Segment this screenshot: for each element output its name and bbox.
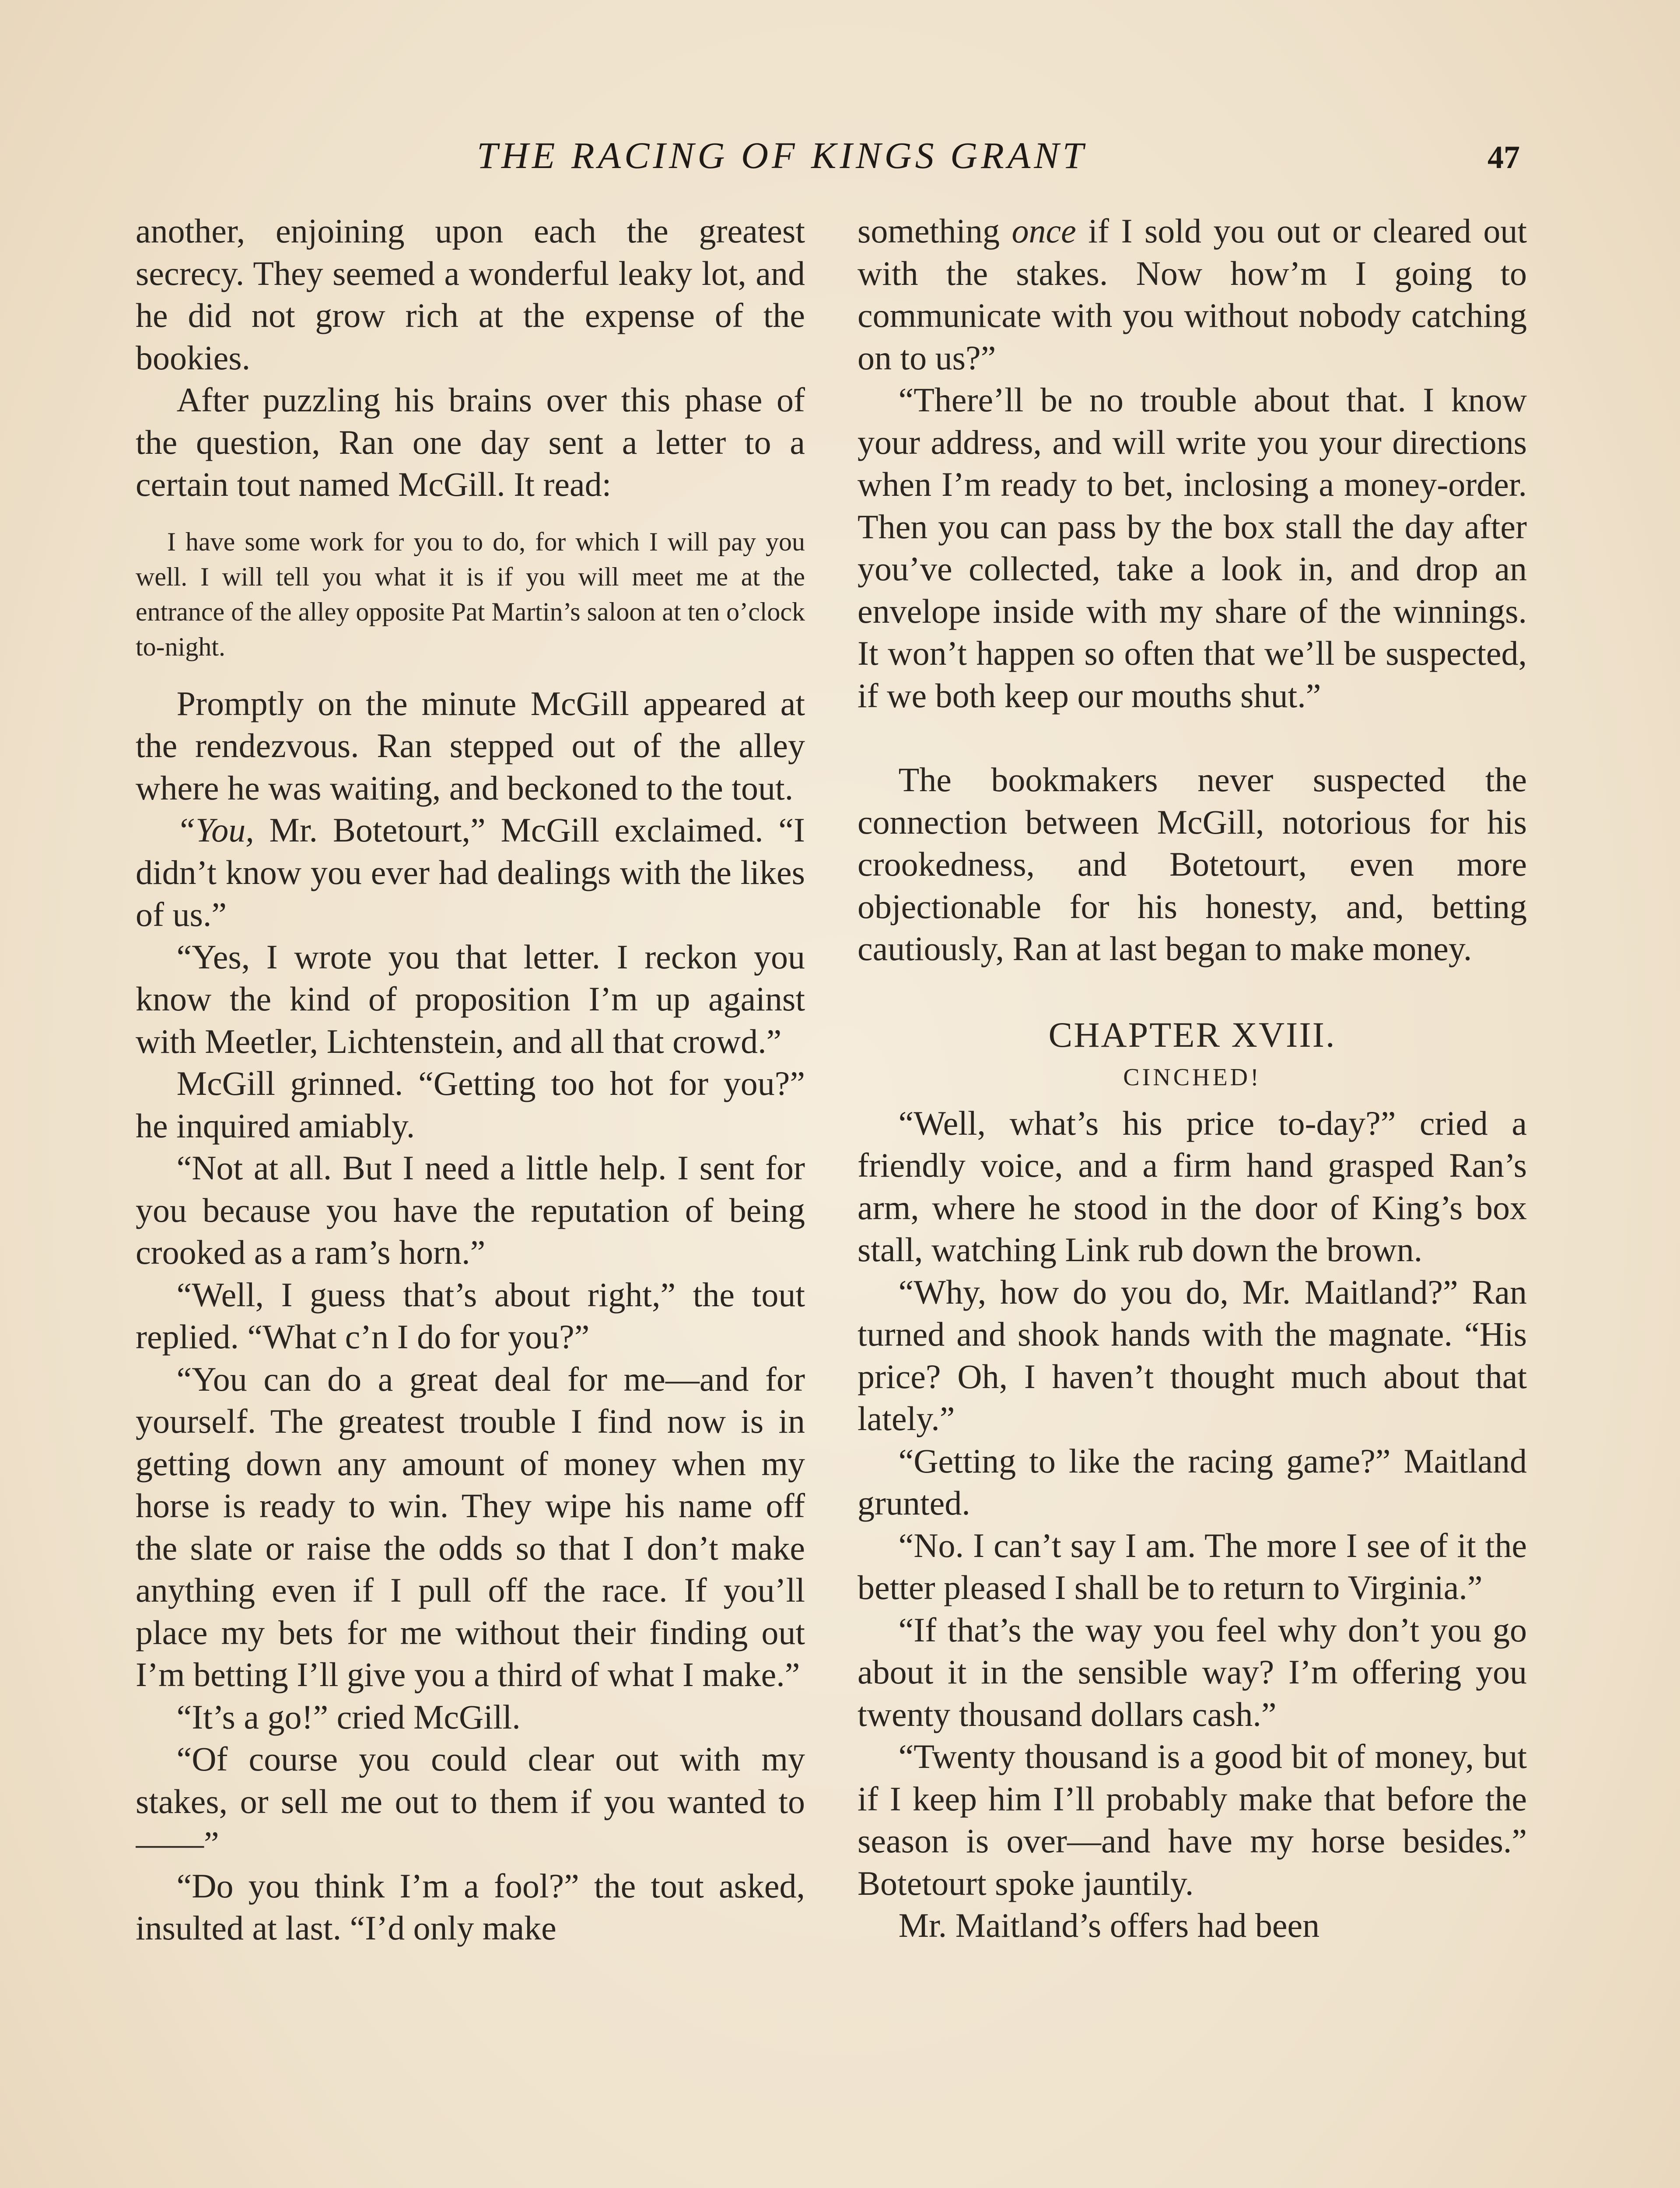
paragraph: “Do you think I’m a fool?” the tout asked, insulted at last. “I’d only make: [136, 1866, 805, 1947]
left-column: [136, 210, 805, 2188]
paragraph: “There’ll be no trouble about that. I know your address, and will write you your directions when I’m ready to bet, inclosing a money-order. Then you can pass by the box stall the day after you’ve collected, take a look in, and drop an envelope inside with my share of the winnings. It won’t happen so often that we’ll be suspected, if we both keep our mouths shut.”: [858, 381, 1527, 715]
section-break: [858, 717, 1527, 759]
paragraph: “Of course you could clear out with my stakes, or sell me out to them if you wanted to——”: [136, 1740, 805, 1862]
paragraph: The bookmakers never suspected the connection between McGill, notorious for his crookedness, and Botetourt, even more objectionable for his honesty, and, betting cautiously, Ran at last began to make money.: [858, 761, 1527, 968]
paragraph: “Not at all. But I need a little help. I sent for you because you have the reputation of being crooked as a ram’s horn.”: [136, 1149, 805, 1271]
paragraph: “Well, I guess that’s about right,” the tout replied. “What c’n I do for you?”: [136, 1275, 805, 1356]
running-title: THE RACING OF KINGS GRANT: [477, 134, 1087, 176]
paragraph: “Twenty thousand is a good bit of money, but if I keep him I’ll probably make that before the season is over—and have my horse besides.” Botetourt spoke jauntily.: [858, 1737, 1527, 1902]
emphasis: “You,: [176, 811, 254, 849]
paragraph: After puzzling his brains over this phase of the question, Ran one day sent a letter to a certain tout named McGill. It read:: [136, 381, 805, 503]
right-column: [858, 210, 1527, 2188]
paragraph: “It’s a go!” cried McGill.: [176, 1697, 521, 1736]
paragraph: “No. I can’t say I am. The more I see of it the better pleased I shall be to return to Virginia.”: [858, 1526, 1527, 1606]
paragraph: another, enjoining upon each the greatest secrecy. They seemed a wonderful leaky lot, and he did not grow rich at the expense of the bookies.: [136, 212, 805, 377]
paragraph: “Well, what’s his price to-day?” cried a friendly voice, and a firm hand grasped Ran’s arm, where he stood in the door of King’s box stall, watching Link rub down the brown.: [858, 1104, 1527, 1269]
paragraph: “Why, how do you do, Mr. Maitland?” Ran turned and shook hands with the magnate. “His price? Oh, I haven’t thought much about that lately.”: [858, 1273, 1527, 1438]
paragraph: “You can do a great deal for me—and for yourself. The greatest trouble I find now is in getting down any amount of money when my horse is ready to win. They wipe his name off the slate or raise the odds so that I don’t make anything even if I pull off the race. If you’ll place my bets for me without their finding out I’m betting I’ll give you a third of what I make.”: [136, 1360, 805, 1694]
paragraph: [858, 210, 1527, 379]
paragraph-text: Mr. Botetourt,” McGill exclaimed. “I didn’t know you ever had dealings with the likes of us.”: [136, 811, 805, 933]
paragraph-text: if I sold you out or cleared out with the stakes. Now how’m I going to communicate with you without nobody catching on to us?”: [858, 212, 1527, 377]
emphasis: once: [1012, 212, 1076, 250]
paragraph: “If that’s the way you feel why don’t you go about it in the sensible way? I’m offering you twenty thousand dollars cash.”: [858, 1610, 1527, 1733]
page-header: [0, 131, 1680, 179]
paragraph: [136, 809, 805, 936]
chapter-title: CHAPTER XVIII.: [1048, 1014, 1336, 1055]
page-number: 47: [1488, 140, 1520, 175]
paragraph: “Getting to like the racing game?” Maitland grunted.: [858, 1441, 1527, 1522]
paragraph: Mr. Maitland’s offers had been: [898, 1906, 1320, 1944]
chapter-subtitle: CINCHED!: [1123, 1063, 1261, 1091]
paragraph: McGill grinned. “Getting too hot for you?” he inquired amiably.: [136, 1064, 805, 1145]
paragraph: “Yes, I wrote you that letter. I reckon you know the kind of proposition I’m up against with Meetler, Lichtenstein, and all that crowd.”: [136, 937, 805, 1060]
paragraph: Promptly on the minute McGill appeared at the rendezvous. Ran stepped out of the alley where he was waiting, and beckoned to the tout.: [136, 684, 805, 807]
quoted-letter: I have some work for you to do, for which I will pay you well. I will tell you what it is if you will meet me at the entrance of the alley opposite Pat Martin’s saloon at ten o’clock to-night.: [136, 527, 805, 661]
paragraph-text: something: [858, 212, 1012, 250]
